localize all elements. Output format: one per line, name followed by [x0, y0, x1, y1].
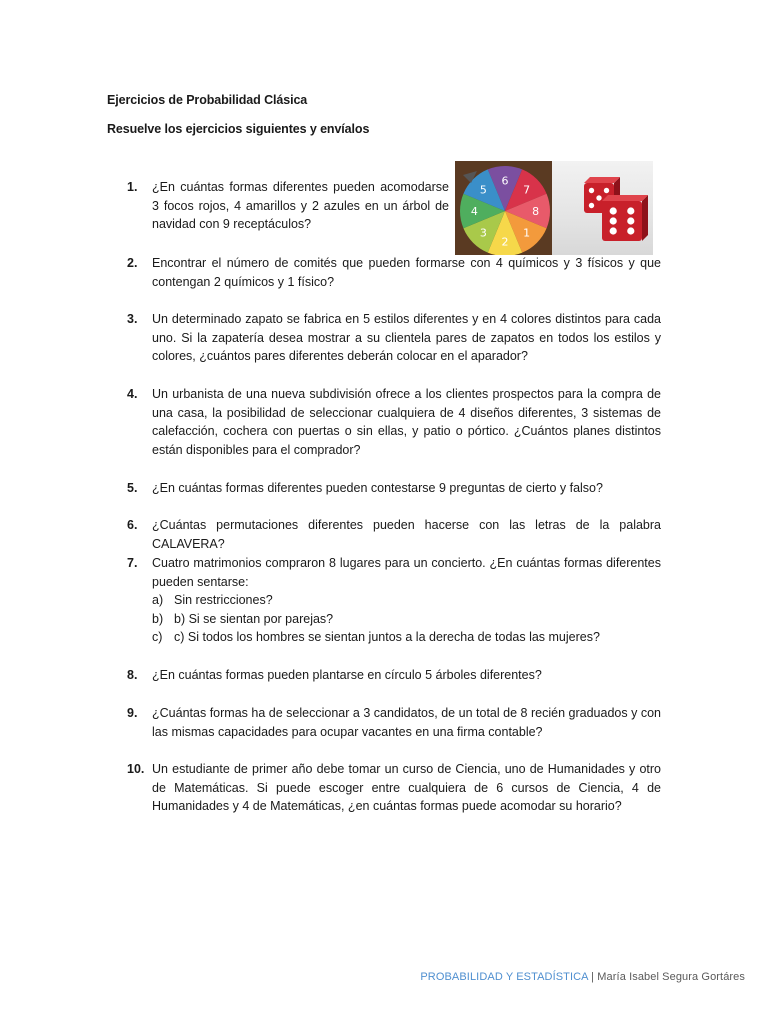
dice-image — [552, 161, 653, 255]
exercise-number: 1. — [127, 180, 138, 194]
die — [602, 195, 648, 241]
footer-section: PROBABILIDAD Y ESTADÍSTICA — [420, 971, 589, 983]
sub-question-letter: a) — [152, 593, 164, 607]
exercise-text: Un urbanista de una nueva subdivisión ofrece a los clientes prospectos para la compra de una casa, la posibilidad de seleccionar cualquiera de 4 diseños diferentes, 3 sistemas de calefacción, cochera con puertas o sin ellas, y patio o pórtico. ¿Cuántos planes distintos están disponibles para el comprador? — [152, 387, 661, 457]
exercise-number: 8. — [127, 668, 138, 682]
spinner-wheel-icon — [455, 161, 552, 255]
wheel-number: 8 — [532, 205, 540, 218]
dice-icon — [552, 161, 653, 255]
footer-separator: | — [588, 971, 598, 983]
page-footer — [420, 971, 745, 983]
sub-question-list — [152, 591, 661, 647]
document-title: Ejercicios de Probabilidad Clásica — [107, 93, 308, 107]
sub-question — [152, 610, 661, 629]
exercise-number: 10. — [127, 762, 145, 776]
wheel-number: 2 — [501, 235, 509, 249]
exercise-number: 6. — [127, 518, 138, 532]
illustration — [455, 161, 653, 255]
spinner-wheel-image — [455, 161, 552, 255]
exercise-number: 4. — [127, 387, 138, 401]
exercise-text: ¿En cuántas formas diferentes pueden contestarse 9 preguntas de cierto y falso? — [152, 481, 603, 495]
exercise-text: ¿Cuántas formas ha de seleccionar a 3 candidatos, de un total de 8 recién graduados y con las mismas capacidades para ocupar vacantes en una firma contable? — [152, 706, 661, 739]
sub-question-letter: b) — [152, 611, 164, 626]
wheel-number: 5 — [479, 183, 487, 197]
exercise-number: 9. — [127, 706, 138, 720]
sub-question-text: c) Si todos los hombres se sientan juntos a la derecha de todas las mujeres? — [174, 630, 600, 644]
exercise-text: Un determinado zapato se fabrica en 5 estilos diferentes y en 4 colores distintos para cada uno. Si la zapatería desea mostrar a su clientela pares de zapatos en todos los estilos y colores, ¿cuántos pares diferentes deberán colocar en el aparador? — [152, 312, 661, 363]
exercise-text: ¿En cuántas formas diferentes pueden acomodarse 3 focos rojos, 4 amarillos y 2 azules en un árbol de navidad con 9 receptáculos? — [152, 180, 449, 231]
wheel-number: 3 — [479, 226, 487, 240]
wheel-number: 7 — [523, 183, 531, 197]
sub-question-text: Sin restricciones? — [174, 593, 273, 607]
wheel-number: 1 — [523, 226, 531, 240]
exercise-number: 5. — [127, 481, 138, 495]
sub-question-text: b) Si se sientan por parejas? — [174, 611, 334, 626]
wheel-number: 4 — [470, 205, 478, 218]
exercise-number: 3. — [127, 312, 138, 326]
footer-author: María Isabel Segura Gortáres — [597, 971, 745, 983]
exercise-text: ¿Cuántas permutaciones diferentes pueden hacerse con las letras de la palabra CALAVERA? — [152, 518, 661, 551]
exercise-text: Encontrar el número de comités que pueden formarse con 4 químicos y 3 físicos y que contengan 2 químicos y 1 físico? — [152, 256, 661, 289]
exercise-body — [152, 554, 661, 647]
exercise-text: Un estudiante de primer año debe tomar un curso de Ciencia, uno de Humanidades y otro de Matemáticas. Si puede escoger entre cualquiera de 6 cursos de Ciencia, 4 de Humanidades y 4 de Matemáticas, ¿en cuántas formas puede acomodar su horario? — [152, 762, 661, 813]
sub-question-letter: c) — [152, 630, 163, 644]
wheel-number: 6 — [501, 174, 509, 188]
exercise-text: ¿En cuántas formas pueden plantarse en círculo 5 árboles diferentes? — [152, 668, 542, 682]
sub-question — [152, 628, 661, 647]
sub-question — [152, 591, 661, 610]
instructions-heading: Resuelve los ejercicios siguientes y envíalos — [107, 122, 370, 136]
exercise-number: 7. — [127, 556, 138, 570]
exercise-number: 2. — [127, 256, 138, 270]
exercise-text: Cuatro matrimonios compraron 8 lugares para un concierto. ¿En cuántas formas diferentes pueden sentarse: — [152, 556, 661, 589]
